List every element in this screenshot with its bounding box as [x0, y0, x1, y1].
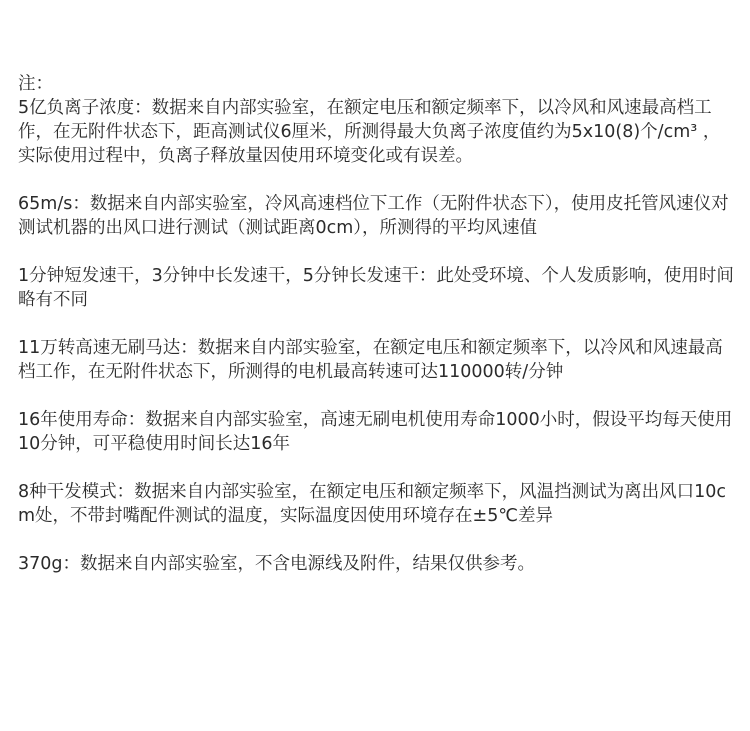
note-wind-speed: 65m/s：数据来自内部实验室，冷风高速档位下工作（无附件状态下），使用皮托管风速仪对测试机器的出风口进行测试（测试距离0cm），所测得的平均风速值	[18, 194, 729, 238]
disclaimer-notes	[18, 72, 734, 576]
note-negative-ion: 5亿负离子浓度：数据来自内部实验室，在额定电压和额定频率下，以冷风和风速最高档工作，在无附件状态下，距高测试仪6厘米，所测得最大负离子浓度值约为5x10(8)个/cm³ ，实际使用过程中，负离子释放量因使用环境变化或有误差。	[18, 98, 721, 166]
note-dry-modes: 8种干发模式：数据来自内部实验室，在额定电压和额定频率下，风温挡测试为离出风口10cm处，不带封嘴配件测试的温度，实际温度因使用环境存在±5℃差异	[18, 482, 727, 526]
note-drying-time: 1分钟短发速干，3分钟中长发速干，5分钟长发速干：此处受环境、个人发质影响，使用时间略有不同	[18, 266, 734, 310]
notes-heading: 注：	[18, 74, 53, 94]
note-motor-speed: 11万转高速无刷马达：数据来自内部实验室，在额定电压和额定频率下，以冷风和风速最高档工作，在无附件状态下，所测得的电机最高转速可达110000转/分钟	[18, 338, 723, 382]
note-weight: 370g：数据来自内部实验室，不含电源线及附件，结果仅供参考。	[18, 554, 536, 574]
note-lifespan: 16年使用寿命：数据来自内部实验室，高速无刷电机使用寿命1000小时，假设平均每天使用10分钟，可平稳使用时间长达16年	[18, 410, 733, 454]
